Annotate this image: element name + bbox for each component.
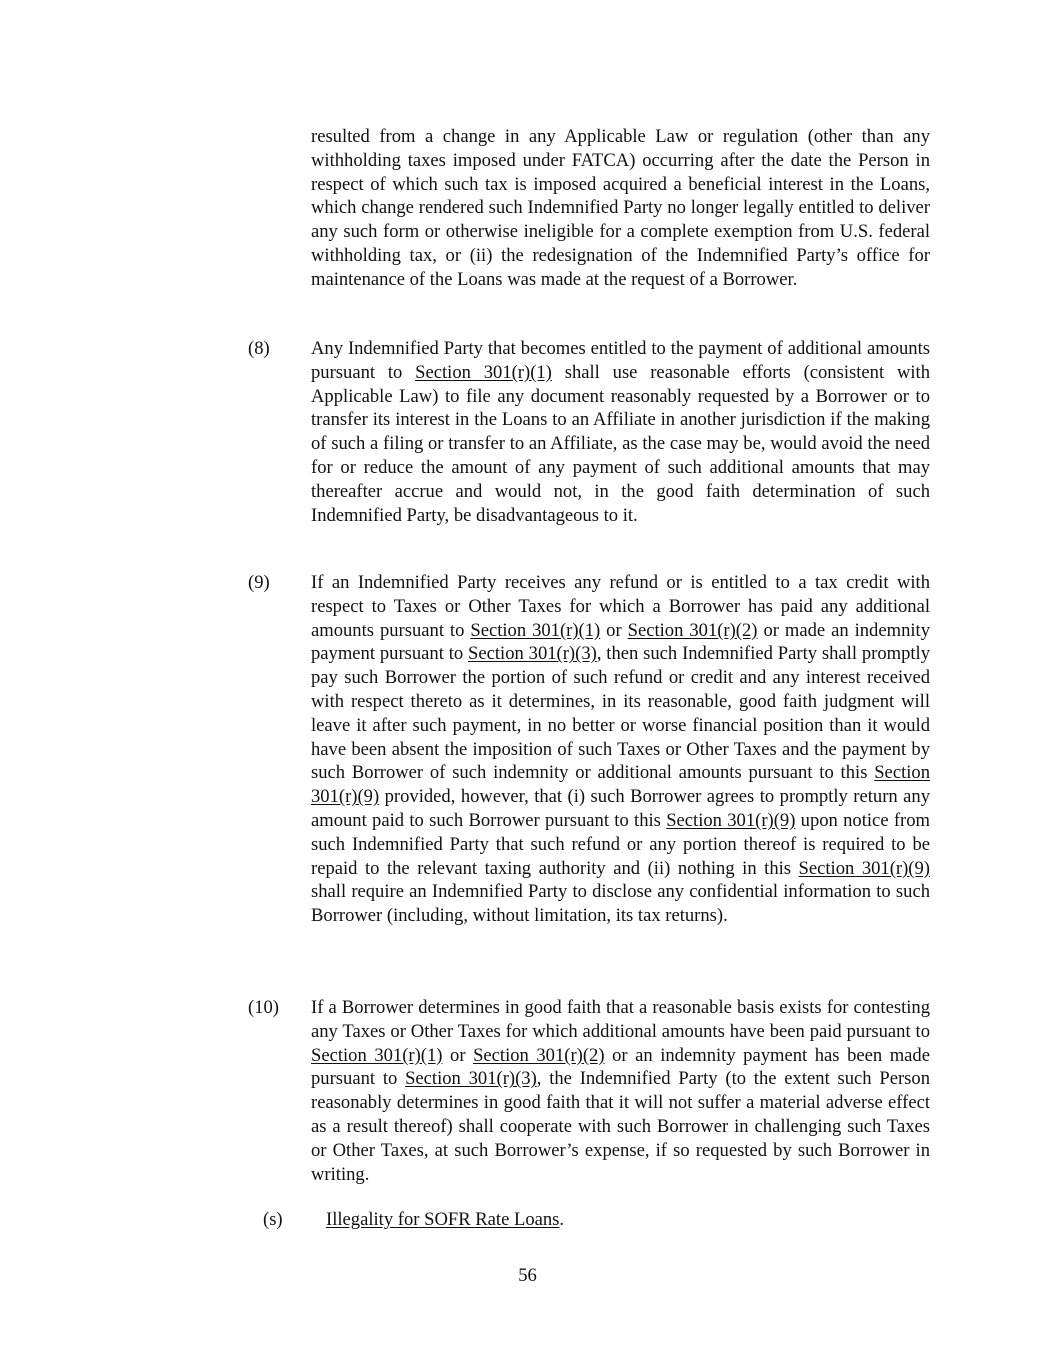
item-paragraph-8 bbox=[311, 337, 930, 527]
text-run: or bbox=[600, 619, 628, 641]
item-paragraph-9 bbox=[311, 571, 930, 928]
section-reference: Section 301(r)(1) bbox=[470, 619, 601, 641]
section-reference: Section 301(r)(9) bbox=[311, 762, 930, 808]
text-run: If an Indemnified Party receives any refund or is entitled to a tax credit with respect to Taxes or Other Taxes for which a Borrower has paid any additional amounts pursuant to bbox=[311, 572, 930, 641]
section-letter: (s) bbox=[263, 1209, 283, 1230]
section-reference: Section 301(r)(3) bbox=[468, 643, 597, 665]
section-reference: Section 301(r)(9) bbox=[666, 809, 796, 831]
continuation-text: resulted from a change in any Applicable Law or regulation (other than any withholding taxes imposed under FATCA) occurring after the date the Person in respect of which such tax is imposed acquired a beneficial interest in the Loans, which change rendered such Indemnified Party no longer legally entitled to deliver any such form or otherwise ineligible for a complete exemption from U.S. federal withholding tax, or (ii) the redesignation of the Indemnified Party’s office for maintenance of the Loans was made at the request of a Borrower. bbox=[311, 126, 930, 290]
text-run: If a Borrower determines in good faith that a reasonable basis exists for contesting any Taxes or Other Taxes for which additional amounts have been paid pursuant to bbox=[311, 997, 930, 1042]
item-number-8: (8) bbox=[248, 338, 270, 359]
section-reference: Section 301(r)(1) bbox=[311, 1044, 443, 1066]
section-reference: Section 301(r)(9) bbox=[798, 857, 930, 879]
text-run: shall require an Indemnified Party to disclose any confidential information to such Borrower (including, without limitation, its tax returns). bbox=[311, 881, 930, 927]
text-run: , the Indemnified Party (to the extent such Person reasonably determines in good faith that it will not suffer a material adverse effect as a result thereof) shall cooperate with such Borrower in challenging such Taxes or Other Taxes, at such Borrower’s expense, if so requested by such Borrower in writing. bbox=[311, 1068, 930, 1185]
item-number-10: (10) bbox=[248, 997, 279, 1018]
text-run: or bbox=[442, 1044, 474, 1066]
continuation-paragraph bbox=[311, 125, 930, 292]
section-heading-text: Illegality for SOFR Rate Loans bbox=[326, 1209, 560, 1230]
item-paragraph-10 bbox=[311, 996, 930, 1186]
section-heading bbox=[326, 1208, 564, 1232]
text-run: provided, however, that (i) such Borrower agrees to promptly return any amount paid to such Borrower pursuant to this bbox=[311, 786, 930, 831]
page-number: 56 bbox=[518, 1265, 537, 1286]
text-run: shall use reasonable efforts (consistent with Applicable Law) to file any document reasonably requested by a Borrower or to transfer its interest in the Loans to an Affiliate in another jurisdiction if the making of such a filing or transfer to an Affiliate, as the case may be, would avoid the need for or reduce the amount of any payment of such additional amounts that may thereafter accrue and would not, in the good faith determination of such Indemnified Party, be disadvantageous to it. bbox=[311, 361, 930, 526]
text-run: or made an indemnity payment pursuant to bbox=[311, 619, 930, 665]
section-reference: Section 301(r)(1) bbox=[415, 361, 552, 383]
text-run: , then such Indemnified Party shall promptly pay such Borrower the portion of such refund or credit and any interest received with respect thereto as it determines, in its reasonable, good faith judgment will leave it after such payment, in no better or worse financial position than it would have been absent the imposition of such Taxes or Other Taxes and the payment by such Borrower of such indemnity or additional amounts pursuant to this bbox=[311, 643, 931, 784]
section-reference: Section 301(r)(2) bbox=[473, 1044, 605, 1066]
section-heading-period: . bbox=[559, 1209, 565, 1230]
section-reference: Section 301(r)(2) bbox=[627, 619, 758, 641]
text-run: or an indemnity payment has been made pursuant to bbox=[311, 1044, 930, 1090]
section-reference: Section 301(r)(3) bbox=[405, 1068, 537, 1090]
item-number-9: (9) bbox=[248, 572, 270, 593]
text-run: upon notice from such Indemnified Party that such refund or any portion thereof is required to be repaid to the relevant taxing authority and (ii) nothing in this bbox=[311, 809, 930, 879]
text-run: Any Indemnified Party that becomes entitled to the payment of additional amounts pursuant to bbox=[311, 338, 930, 383]
